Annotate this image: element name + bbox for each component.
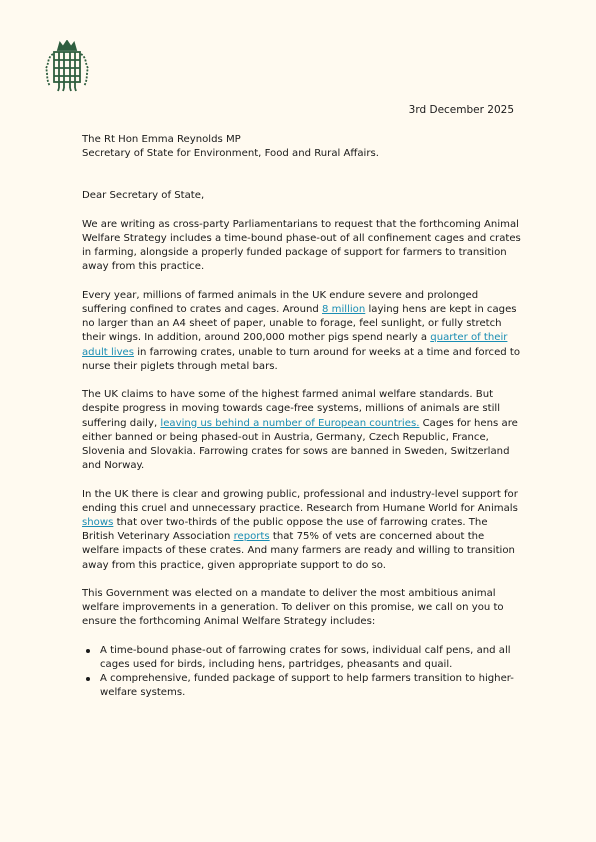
paragraph-text: that over two-thirds of the public oppose the use of farrowing crates. The British Veterinary Association	[82, 517, 488, 543]
link-8-million[interactable]: 8 million	[322, 304, 366, 315]
paragraph-text: Cages for hens are either banned or being phased-out in Austria, Germany, Czech Republic, France, Slovenia and Slovakia. Farrowing crates for sows are banned in Sweden, Switzerland and Norway.	[82, 417, 518, 472]
link-european-countries[interactable]: leaving us behind a number of European countries.	[160, 417, 420, 429]
paragraph-text: laying hens are kept in cages no larger than an A4 sheet of paper, unable to forage, feel sunlight, or fully stretch their wings. In addition, around 200,000 mother pigs spend nearly a	[82, 304, 517, 344]
letter-body	[82, 133, 522, 701]
asks-list	[82, 644, 522, 701]
recipient-address	[82, 133, 522, 161]
list-item: A comprehensive, funded package of support to help farmers transition to higher-welfare systems.	[100, 672, 522, 700]
paragraph-text: In the UK there is clear and growing public, professional and industry-level support for ending this cruel and unnecessary practice. Research from Humane World for Animals	[82, 488, 518, 514]
paragraph-uk-standards	[82, 388, 522, 473]
link-reports[interactable]: reports	[233, 531, 270, 543]
paragraph-support	[82, 488, 522, 573]
paragraph-text: Every year, millions of farmed animals in the UK endure severe and prolonged suffering confined to crates and cages. Around	[82, 289, 479, 315]
recipient-name: The Rt Hon Emma Reynolds MP	[82, 134, 241, 145]
link-quarter-adult-lives[interactable]: quarter of their adult lives	[82, 332, 508, 358]
salutation: Dear Secretary of State,	[82, 190, 205, 202]
list-item: A time-bound phase-out of farrowing crates for sows, individual calf pens, and all cages used for birds, including hens, partridges, pheasants and quail.	[100, 644, 522, 672]
paragraph-text: in farrowing crates, unable to turn around for weeks at a time and forced to nurse their piglets through metal bars.	[82, 346, 521, 372]
paragraph-text: The UK claims to have some of the highest farmed animal welfare standards. But despite progress in moving towards cage-free systems, millions of animals are still suffering daily,	[82, 389, 501, 429]
paragraph-mandate: This Government was elected on a mandate to deliver the most ambitious animal welfare improvements in a generation. To deliver on this promise, we call on you to ensure the forthcoming Animal Welfare Strategy includes:	[82, 588, 504, 628]
letter-date: 3rd December 2025	[408, 104, 514, 116]
paragraph-request: We are writing as cross-party Parliamentarians to request that the forthcoming Animal Welfare Strategy includes a time-bound phase-out of all confinement cages and crates in farming, alongside a properly funded package of support for farmers to transition away from this practice.	[82, 218, 521, 273]
paragraph-suffering	[82, 289, 522, 374]
portcullis-crest-icon	[44, 40, 90, 92]
recipient-title: Secretary of State for Environment, Food and Rural Affairs.	[82, 148, 379, 160]
paragraph-text: that 75% of vets are concerned about the welfare impacts of these crates. And many farmers are ready and willing to transition away from this practice, given appropriate support to do so.	[82, 531, 515, 571]
link-shows[interactable]: shows	[82, 517, 114, 529]
